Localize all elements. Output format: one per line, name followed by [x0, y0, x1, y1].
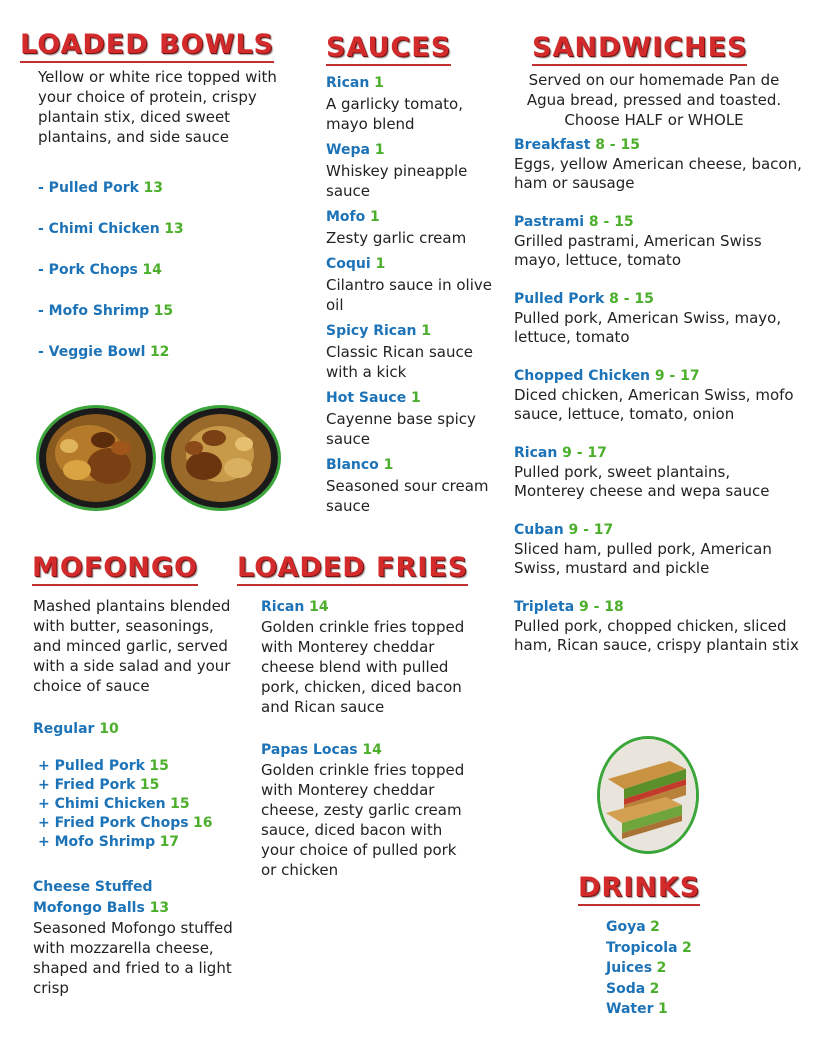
mofongo-heading: MOFONGO: [32, 553, 198, 586]
sandwich-item: Breakfast 8 - 15 Eggs, yellow American cheese, bacon, ham or sausage: [514, 137, 802, 192]
drinks-heading: DRINKS: [578, 873, 700, 906]
sauces-heading: SAUCES: [326, 33, 451, 66]
mofongo-option: + Pulled Pork 15: [38, 758, 169, 774]
drink-item: Juices 2: [606, 960, 667, 976]
loaded-bowls-heading: LOADED BOWLS: [20, 30, 274, 63]
drink-item: Soda 2: [606, 980, 660, 997]
mofongo-option: + Mofo Shrimp 17: [38, 834, 180, 850]
bowl-option: - Pork Chops 14: [38, 262, 162, 278]
bowl-option: - Mofo Shrimp 15: [38, 303, 174, 319]
fries-item: Rican 14 Golden crinkle fries topped with Monterey cheddar cheese blend with pulled pork, chicken, diced bacon and Rican sauce: [261, 599, 465, 716]
bowl-option: - Veggie Bowl 12: [38, 344, 170, 360]
drink-item: Goya 2: [606, 919, 660, 935]
mofongo-options: [38, 757, 248, 852]
bowl-option: - Chimi Chicken 13: [38, 221, 184, 237]
mofongo-regular: Regular 10: [33, 721, 119, 737]
loaded-bowls-options: [38, 178, 288, 383]
drinks-list: [606, 917, 786, 1020]
drink-item: Water 1: [606, 1001, 668, 1017]
mofongo-description: Mashed plantains blended with butter, seasonings, and minced garlic, served with a side salad and your choice of sauce: [33, 597, 231, 695]
sauce-item: Hot Sauce 1 Cayenne base spicy sauce: [326, 390, 476, 448]
sandwich-photo: [597, 736, 699, 854]
sandwiches-list: [514, 135, 804, 655]
mofongo-option: + Fried Pork 15: [38, 777, 160, 793]
loaded-fries-list: [261, 596, 471, 880]
sauce-item: Wepa 1 Whiskey pineapple sauce: [326, 142, 468, 200]
sandwich-item: Chopped Chicken 9 - 17 Diced chicken, American Swiss, mofo sauce, lettuce, tomato, onion: [514, 368, 794, 423]
bowl-photo-2: [161, 405, 281, 511]
sauce-item: Mofo 1 Zesty garlic cream: [326, 209, 467, 247]
sauce-item: Rican 1 A garlicky tomato, mayo blend: [326, 75, 463, 133]
sandwiches-intro-line: Choose HALF or WHOLE: [564, 111, 744, 129]
loaded-fries-heading: LOADED FRIES: [237, 553, 468, 586]
sandwiches-intro-line: Served on our homemade Pan de: [528, 71, 780, 89]
bowl-photo-1: [36, 405, 156, 511]
bowl-food-illustration: [164, 408, 278, 508]
sandwiches-intro: [498, 70, 810, 130]
mofongo-balls: Cheese Stuffed Mofongo Balls 13 Seasoned Mofongo stuffed with mozzarella cheese, shaped and fried to a light crisp: [33, 879, 233, 997]
sandwiches-heading: SANDWICHES: [532, 33, 747, 66]
sandwiches-intro-line: Agua bread, pressed and toasted.: [526, 91, 782, 109]
sauce-item: Coqui 1 Cilantro sauce in olive oil: [326, 256, 492, 314]
mofongo-option: + Chimi Chicken 15: [38, 796, 190, 812]
drink-item: Tropicola 2: [606, 939, 692, 956]
sauce-item: Spicy Rican 1 Classic Rican sauce with a kick: [326, 323, 473, 381]
sandwich-item: Pulled Pork 8 - 15 Pulled pork, American Swiss, mayo, lettuce, tomato: [514, 291, 782, 346]
sandwich-item: Tripleta 9 - 18 Pulled pork, chopped chicken, sliced ham, Rican sauce, crispy plantain stix: [514, 599, 799, 654]
sandwich-item: Rican 9 - 17 Pulled pork, sweet plantains, Monterey cheese and wepa sauce: [514, 445, 770, 500]
bowl-option: - Pulled Pork 13: [38, 180, 163, 196]
loaded-bowls-description: Yellow or white rice topped with your choice of protein, crispy plantain stix, diced sweet plantains, and side sauce: [38, 68, 277, 146]
sauce-item: Blanco 1 Seasoned sour cream sauce: [326, 457, 489, 515]
sandwich-illustration: [600, 739, 696, 851]
sandwich-item: Pastrami 8 - 15 Grilled pastrami, American Swiss mayo, lettuce, tomato: [514, 214, 762, 269]
sauces-list: [326, 72, 494, 521]
bowl-food-illustration: [39, 408, 153, 508]
fries-item: Papas Locas 14 Golden crinkle fries topped with Monterey cheddar cheese, zesty garlic cream sauce, diced bacon with your choice of pulled pork or chicken: [261, 742, 465, 879]
sandwich-item: Cuban 9 - 17 Sliced ham, pulled pork, American Swiss, mustard and pickle: [514, 522, 772, 577]
mofongo-option: + Fried Pork Chops 16: [38, 815, 213, 831]
